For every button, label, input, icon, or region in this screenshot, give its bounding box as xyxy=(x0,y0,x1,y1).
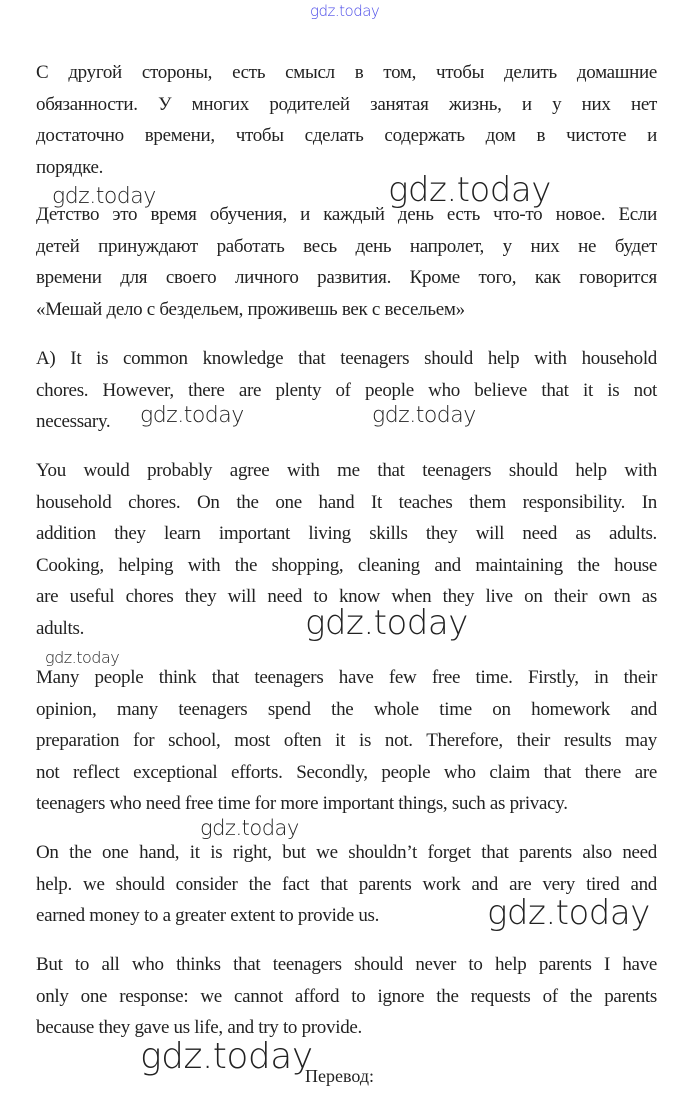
text-line: Many people think that teenagers have few free time. Firstly, in their xyxy=(36,667,657,688)
watermark: gdz.today xyxy=(372,403,476,428)
text-line: addition they learn important living skills they will need as adults. xyxy=(36,523,657,545)
text-line: only one response: we cannot afford to ignore the requests of the parents xyxy=(36,985,657,1007)
text-line: adults. xyxy=(36,617,85,639)
text-line: But to all who thinks that teenagers should never to help parents I have xyxy=(36,954,657,975)
paragraph xyxy=(36,199,657,325)
paragraph xyxy=(36,57,657,183)
text-line: A) It is common knowledge that teenagers should help with household xyxy=(36,348,657,369)
watermark-top: gdz.today xyxy=(310,2,380,20)
text-line: You would probably agree with me that teenagers should help with xyxy=(36,460,657,481)
text-line: С другой стороны, есть смысл в том, чтобы делить домашние xyxy=(36,62,657,83)
text-line: help. we should consider the fact that parents work and are very tired and xyxy=(36,873,657,895)
text-line: opinion, many teenagers spend the whole time on homework and xyxy=(36,698,657,720)
text-line: детей принуждают работать весь день напролет, у них не будет xyxy=(36,235,657,257)
text-line: teenagers who need free time for more important things, such as privacy. xyxy=(36,793,568,815)
translation-label: Перевод: xyxy=(305,1066,374,1086)
watermark: gdz.today xyxy=(200,816,299,840)
text-line: «Мешай дело с бездельем, проживешь век с весельем» xyxy=(36,298,465,320)
watermark: gdz.today xyxy=(45,648,120,667)
text-line: because they gave us life, and try to provide. xyxy=(36,1017,362,1039)
text-line: Детство это время обучения, и каждый день есть что-то новое. Если xyxy=(36,204,657,225)
text-line: not reflect exceptional efforts. Secondly, people who claim that there are xyxy=(36,761,657,783)
text-line: chores. However, there are plenty of people who believe that it is not xyxy=(36,379,657,401)
watermark: gdz.today xyxy=(140,403,244,428)
paragraph xyxy=(36,949,657,1044)
text-line: On the one hand, it is right, but we shouldn’t forget that parents also need xyxy=(36,842,657,863)
text-line: are useful chores they will need to know when they live on their own as xyxy=(36,586,657,608)
watermark: gdz.today xyxy=(140,1036,313,1077)
text-line: earned money to a greater extent to provide us. xyxy=(36,905,380,927)
text-line: достаточно времени, чтобы сделать содержать дом в чистоте и xyxy=(36,125,657,147)
text-line: обязанности. У многих родителей занятая жизнь, и у них нет xyxy=(36,93,657,115)
text-line: порядке. xyxy=(36,156,104,178)
text-line: household chores. On the one hand It teaches them responsibility. In xyxy=(36,491,657,513)
paragraph xyxy=(36,662,657,820)
watermark: gdz.today xyxy=(305,603,468,643)
watermark: gdz.today xyxy=(388,170,551,210)
paragraph xyxy=(36,343,657,438)
text-line: necessary. xyxy=(36,411,111,433)
watermark: gdz.today xyxy=(52,184,156,209)
text-line: preparation for school, most often it is not. Therefore, their results may xyxy=(36,730,657,752)
text-line: Cooking, helping with the shopping, cleaning and maintaining the house xyxy=(36,554,657,576)
watermark: gdz.today xyxy=(487,893,650,933)
text-line: времени для своего личного развития. Кроме того, как говорится xyxy=(36,267,657,289)
